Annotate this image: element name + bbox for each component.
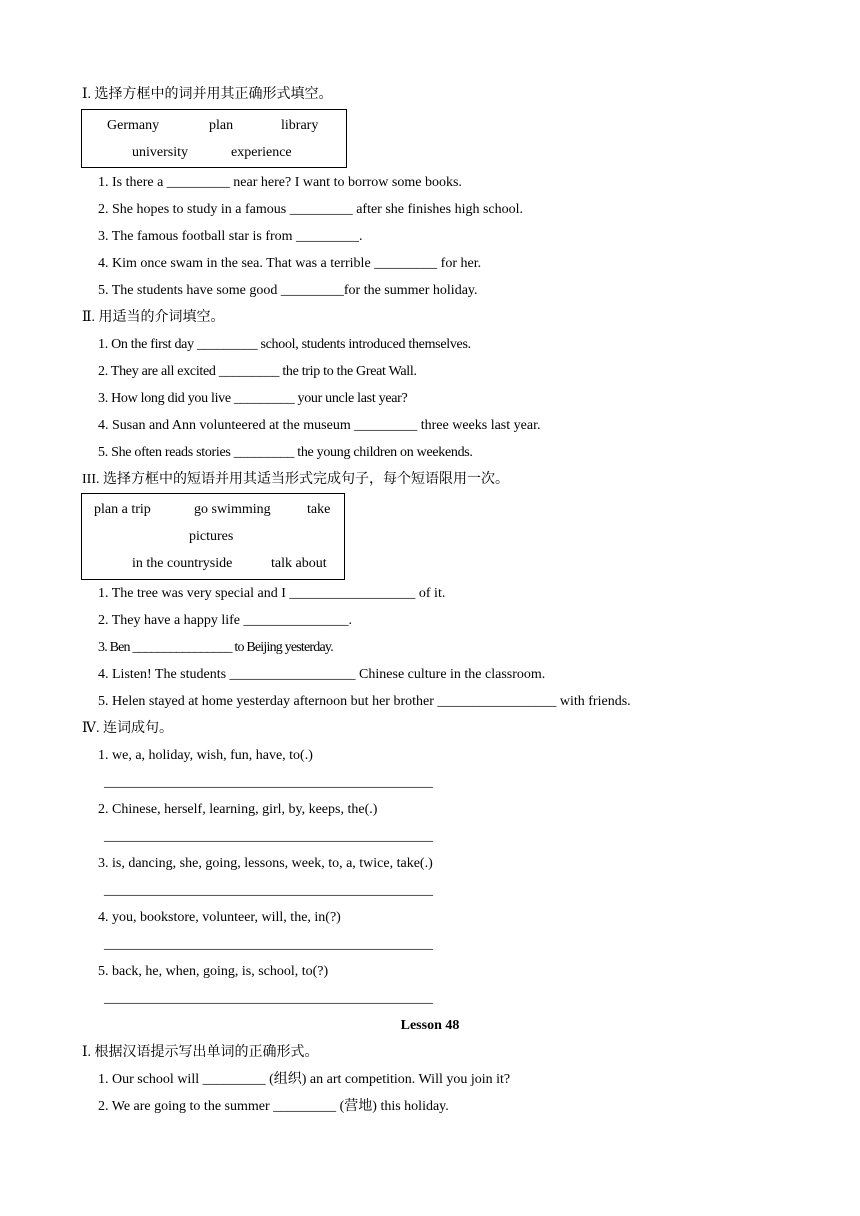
question: 2. We are going to the summer _________ (营地) this holiday. (98, 1099, 449, 1114)
phrase-box-item: go swimming (194, 502, 271, 517)
answer-line: _______________________________________________ (104, 937, 433, 952)
phrase-box-item: take (307, 502, 331, 517)
section-1-heading: Ⅰ. 选择方框中的词并用其正确形式填空。 (82, 87, 333, 102)
phrase-box-item: pictures (189, 529, 234, 544)
answer-line: _______________________________________________ (104, 883, 433, 898)
answer-line: _______________________________________________ (104, 991, 433, 1006)
word-box-item: library (281, 118, 319, 133)
question: 3. How long did you live _________ your uncle last year? (98, 391, 408, 406)
question: 5. She often reads stories _________ the young children on weekends. (98, 445, 473, 460)
answer-line: _______________________________________________ (104, 829, 433, 844)
word-box-item: university (132, 145, 188, 160)
section-2-heading: Ⅱ. 用适当的介词填空。 (82, 310, 225, 325)
section-3-heading: III. 选择方框中的短语并用其适当形式完成句子，每个短语限用一次。 (82, 472, 509, 487)
question: 1. we, a, holiday, wish, fun, have, to(.) (98, 748, 313, 763)
question: 5. Helen stayed at home yesterday afternoon but her brother _________________ with friends. (98, 694, 631, 709)
question: 3. The famous football star is from _________. (98, 229, 363, 244)
question: 3. Ben ________________ to Beijing yesterday. (98, 640, 333, 655)
question: 4. Listen! The students __________________ Chinese culture in the classroom. (98, 667, 546, 682)
word-box-item: plan (209, 118, 234, 133)
word-box-item: experience (231, 145, 292, 160)
question: 2. Chinese, herself, learning, girl, by, keeps, the(.) (98, 802, 378, 817)
question: 4. you, bookstore, volunteer, will, the, in(?) (98, 910, 341, 925)
question: 1. The tree was very special and I __________________ of it. (98, 586, 446, 601)
question: 1. Is there a _________ near here? I want to borrow some books. (98, 175, 462, 190)
question: 4. Susan and Ann volunteered at the museum _________ three weeks last year. (98, 418, 541, 433)
phrase-box-item: talk about (271, 556, 327, 571)
question: 4. Kim once swam in the sea. That was a terrible _________ for her. (98, 256, 482, 271)
question: 2. They have a happy life _______________. (98, 613, 353, 628)
question: 5. back, he, when, going, is, school, to(?) (98, 964, 329, 979)
word-box-item: Germany (107, 118, 160, 133)
question: 2. She hopes to study in a famous _________ after she finishes high school. (98, 202, 524, 217)
phrase-box-item: plan a trip (94, 502, 151, 517)
phrase-box-item: in the countryside (132, 556, 233, 571)
question: 3. is, dancing, she, going, lessons, week, to, a, twice, take(.) (98, 856, 433, 871)
question: 1. On the first day _________ school, students introduced themselves. (98, 337, 471, 352)
question: 5. The students have some good _________for the summer holiday. (98, 283, 478, 298)
lesson-title: Lesson 48 (400, 1018, 460, 1033)
lesson-48-heading: Ⅰ. 根据汉语提示写出单词的正确形式。 (82, 1045, 319, 1060)
question: 1. Our school will _________ (组织) an art competition. Will you join it? (98, 1072, 511, 1087)
answer-line: _______________________________________________ (104, 775, 433, 790)
section-4-heading: Ⅳ. 连词成句。 (82, 721, 173, 736)
question: 2. They are all excited _________ the trip to the Great Wall. (98, 364, 417, 379)
